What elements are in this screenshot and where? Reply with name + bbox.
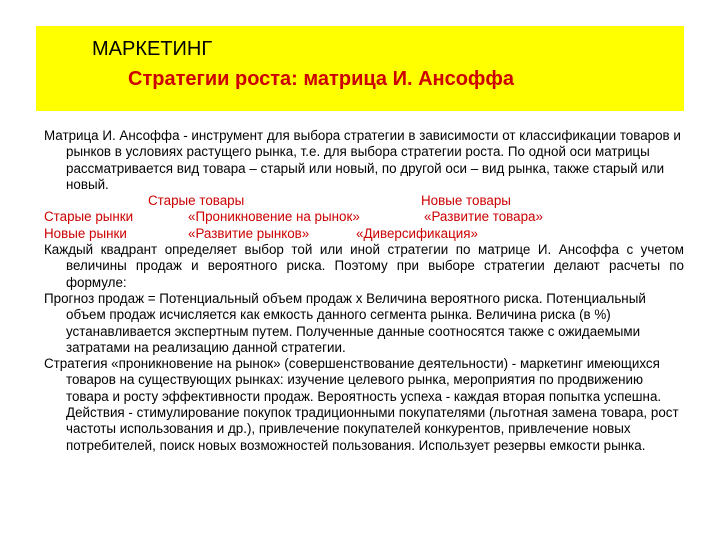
matrix-row-label-old: Старые рынки — [44, 209, 134, 225]
penetration-paragraph: Стратегия «проникновение на рынок» (совершенствование деятельности) - маркетинг имеющихся товаров на существующих рынках: изучение целевого рынка, мероприятия по продвижению товара и росту эффективности продаж. Вероятность успеха - каждая вторая попытка успешна. Действия - стимулирование покупок традиционными покупателями (льготная замена товара, рост частоты использования и др.), привлечение покупателей конкурентов, привлечение новых потребителей, поиск новых возможностей пользования. Использует резервы емкости рынка. — [44, 356, 679, 453]
title-banner — [36, 26, 684, 111]
matrix-header-row — [44, 193, 684, 209]
matrix-row-new-markets — [44, 226, 684, 242]
matrix-row-old-markets — [44, 209, 684, 225]
matrix-col-new-products: Новые товары — [421, 193, 511, 209]
matrix-cell-product-development: «Развитие товара» — [424, 209, 543, 225]
ansoff-matrix — [44, 193, 684, 242]
slide-body — [44, 128, 684, 454]
forecast-paragraph: Прогноз продаж = Потенциальный объем продаж х Величина вероятного риска. Потенциальный объем продаж исчисляется как емкость данного сегмента рынка. Величина риска (в %) устанавливается экспертным путем. Полученные данные соотносятся также с ожидаемыми затратами на реализацию данной стратегии. — [44, 290, 646, 355]
section-kicker: МАРКЕТИНГ — [92, 38, 213, 60]
matrix-row-label-new: Новые рынки — [44, 225, 127, 241]
slide-title: Стратегии роста: матрица И. Ансоффа — [128, 68, 515, 90]
quadrant-paragraph: Каждый квадрант определяет выбор той или иной стратегии по матрице И. Ансоффа с учетом величины продаж и вероятного риска. Поэтому при выборе стратегии делают расчеты по формуле: — [44, 242, 684, 290]
matrix-col-old-products: Старые товары — [148, 193, 245, 209]
matrix-cell-diversification: «Диверсификация» — [356, 225, 478, 241]
matrix-cell-market-penetration: «Проникновение на рынок» — [188, 209, 360, 225]
intro-paragraph: Матрица И. Ансоффа - инструмент для выбора стратегии в зависимости от классификации товаров и рынков в условиях растущего рынка, т.е. для выбора стратегии роста. По одной оси матрицы рассматривается вид товара – старый или новый, по другой оси – вид рынка, также старый или новый. — [44, 128, 681, 192]
matrix-cell-market-development: «Развитие рынков» — [188, 225, 310, 241]
